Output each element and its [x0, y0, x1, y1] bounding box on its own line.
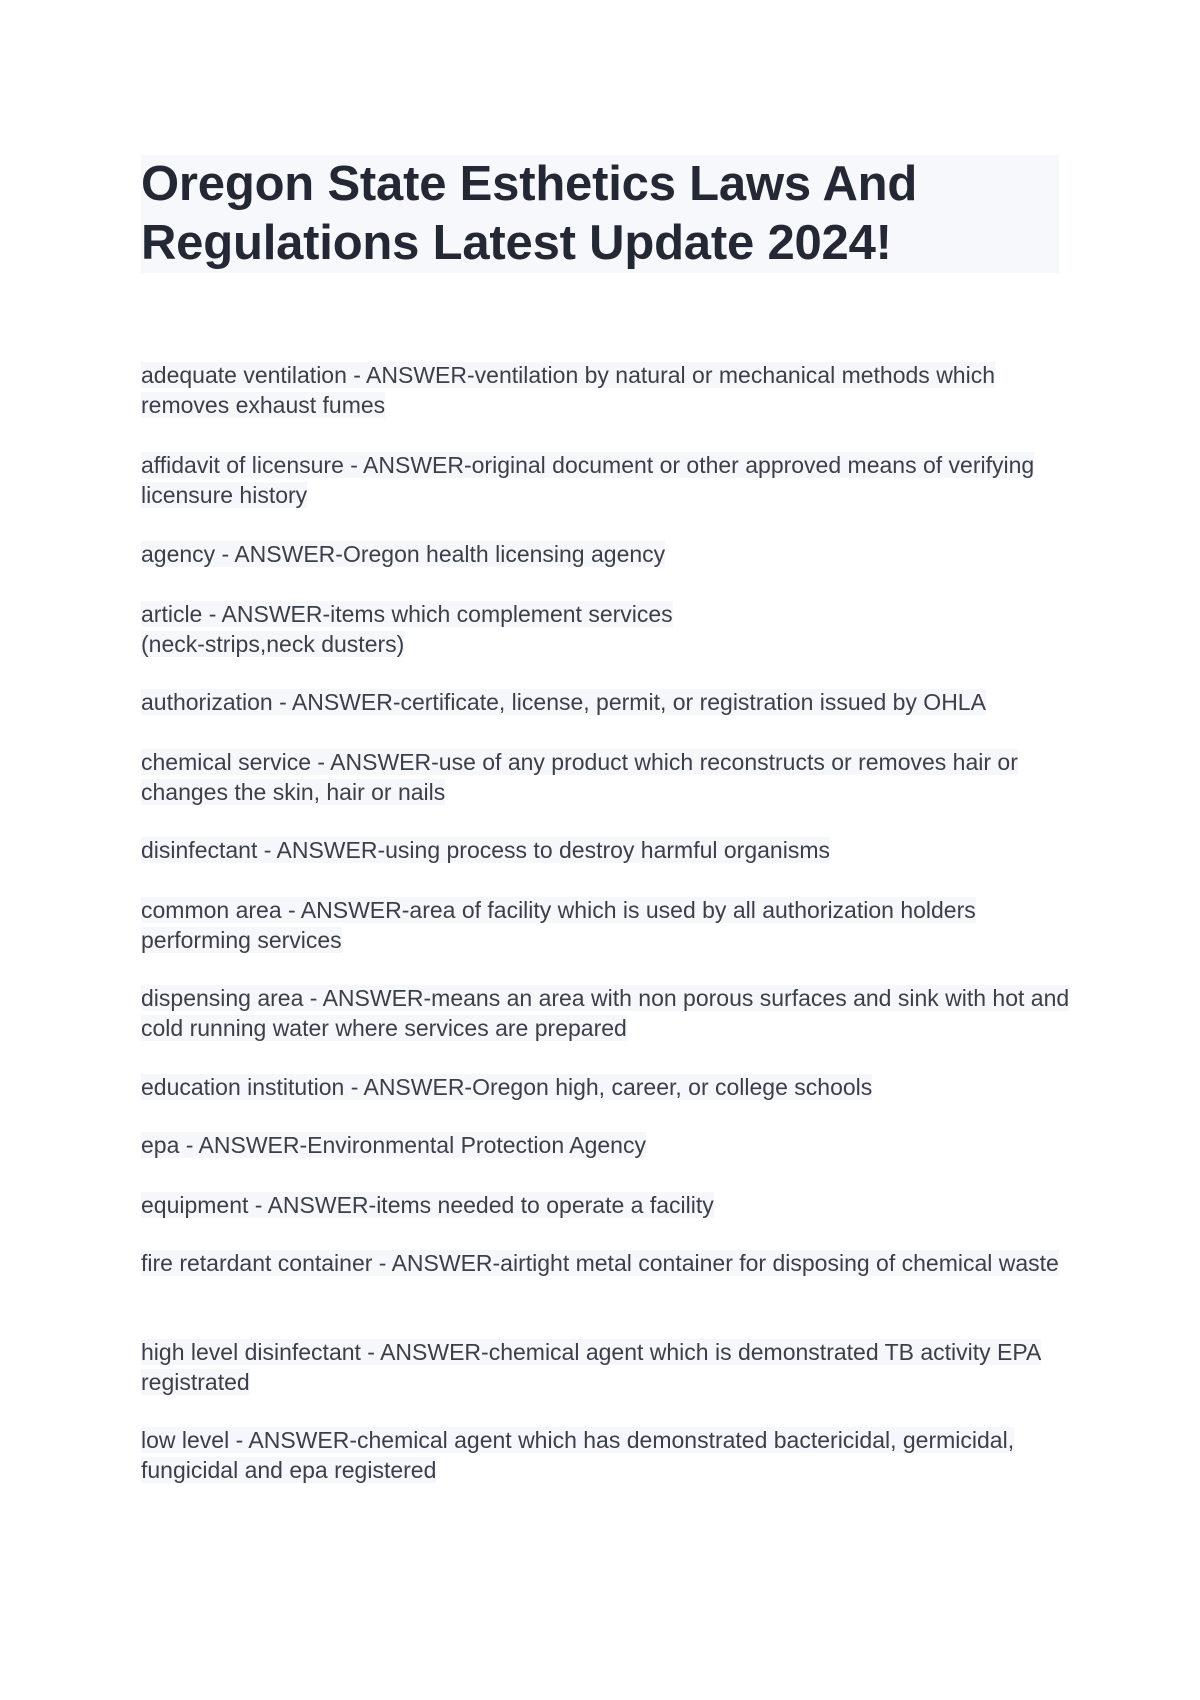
definition-text: low level - ANSWER-chemical agent which has demonstrated bactericidal, germicidal, fungicidal and epa registered — [141, 1427, 1015, 1483]
document-title: Oregon State Esthetics Laws And Regulations Latest Update 2024! — [141, 157, 918, 270]
definition-text: chemical service - ANSWER-use of any product which reconstructs or removes hair or changes the skin, hair or nails — [141, 749, 1018, 805]
definition-text: high level disinfectant - ANSWER-chemical agent which is demonstrated TB activity EPA registrated — [141, 1339, 1042, 1395]
definition-text: epa - ANSWER-Environmental Protection Agency — [141, 1132, 646, 1158]
definition-text: agency - ANSWER-Oregon health licensing agency — [141, 541, 666, 567]
definition-text: fire retardant container - ANSWER-airtight metal container for disposing of chemical waste — [141, 1250, 1059, 1276]
list-item — [141, 1190, 1071, 1220]
list-item — [141, 599, 1071, 659]
list-item — [141, 360, 1071, 420]
definition-text: article - ANSWER-items which complement services (neck-strips,neck dusters) — [141, 601, 673, 657]
list-item — [141, 1072, 1071, 1102]
title-block — [141, 155, 1059, 273]
list-item — [141, 747, 1071, 807]
definition-text: adequate ventilation - ANSWER-ventilation by natural or mechanical methods which removes exhaust fumes — [141, 362, 995, 418]
list-item — [141, 835, 1071, 865]
list-item — [141, 539, 1071, 569]
definition-text: common area - ANSWER-area of facility which is used by all authorization holders performing services — [141, 897, 976, 953]
definition-text: education institution - ANSWER-Oregon high, career, or college schools — [141, 1074, 873, 1100]
list-item — [141, 895, 1071, 955]
definition-text: disinfectant - ANSWER-using process to destroy harmful organisms — [141, 837, 830, 863]
list-item — [141, 687, 1071, 717]
list-item — [141, 983, 1071, 1043]
list-item — [141, 1337, 1071, 1397]
list-item — [141, 1130, 1071, 1160]
list-item — [141, 1425, 1071, 1485]
definition-text: affidavit of licensure - ANSWER-original document or other approved means of verifying licensure history — [141, 452, 1035, 508]
list-item — [141, 450, 1071, 510]
definition-text: authorization - ANSWER-certificate, license, permit, or registration issued by OHLA — [141, 689, 986, 715]
definition-text: equipment - ANSWER-items needed to operate a facility — [141, 1192, 714, 1218]
list-item — [141, 1248, 1071, 1278]
definition-text: dispensing area - ANSWER-means an area with non porous surfaces and sink with hot and cold running water where services are prepared — [141, 985, 1070, 1041]
